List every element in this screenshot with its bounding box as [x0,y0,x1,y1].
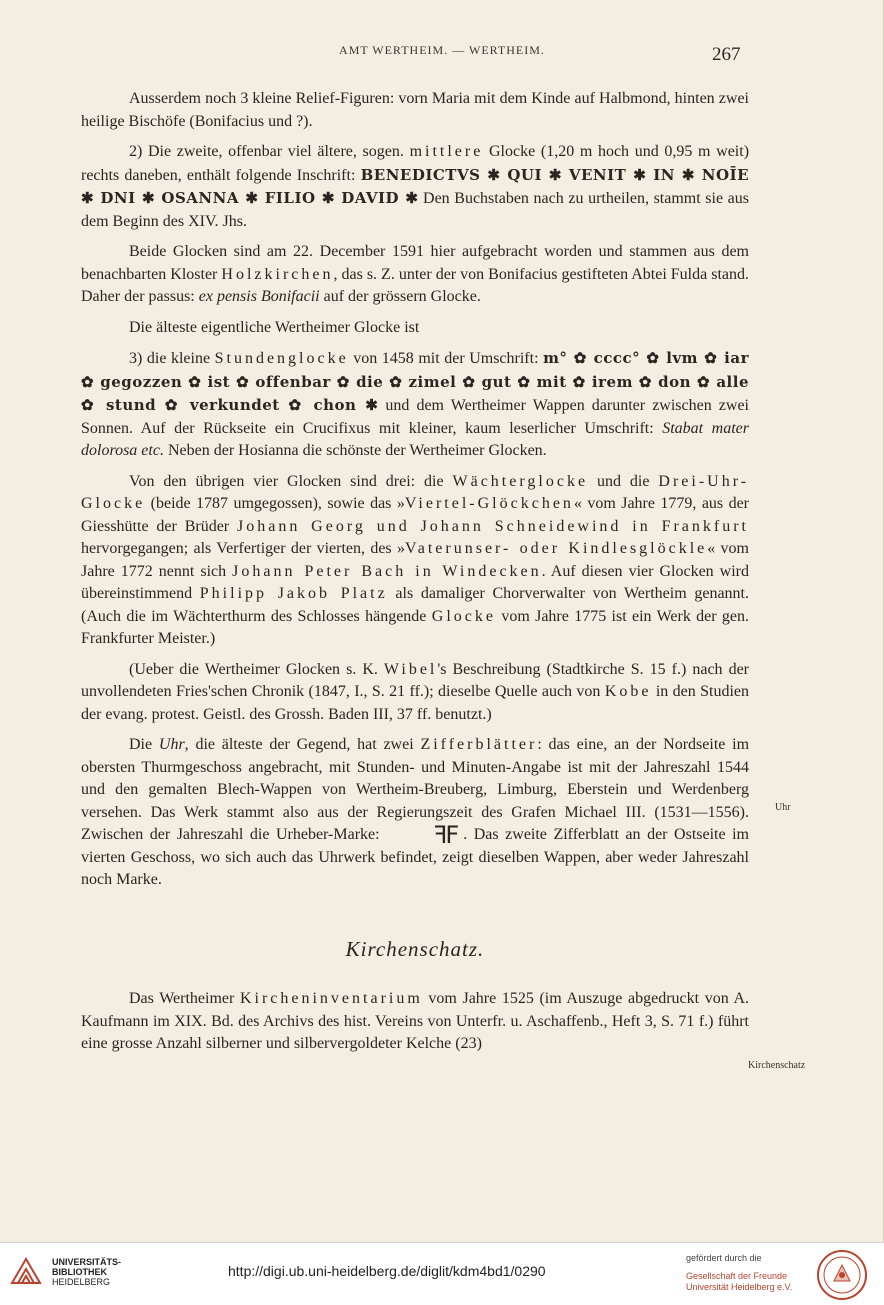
body-text [81,88,749,1056]
inscription-text: m° ✿ cccc° ✿ lvm ✿ iar ✿ gegozzen ✿ ist ✿ offenbar ✿ die ✿ zimel ✿ gut ✿ mit ✿ irem ✿ don ✿ alle ✿ stund ✿ verkundet ✿ chon ✱ [81,349,750,414]
permalink-url[interactable]: http://digi.ub.uni-heidelberg.de/diglit/kdm4bd1/0290 [228,1263,546,1279]
university-seal-icon [816,1249,868,1301]
paragraph-other-bells: Von den übrigen vier Glocken sind drei: die Wächterglocke und die Drei-Uhr-Glocke (beide 1787 umgegossen), sowie das »Viertel-Glöckchen« vom Jahre 1779, aus der Giesshütte der Brüder Johann Georg und Johann Schneidewind in Frankfurt hervorgegangen; als Verfertiger der vierten, des »Vaterunser- oder Kindlesglöckle« vom Jahre 1772 nennt sich Johann Peter Bach in Windecken. Auf diesen vier Glocken wird übereinstimmend Philipp Jakob Platz als damaliger Chorverwalter von Wertheim genannt. (Auch die im Wächterthurm des Schlosses hängende Glocke vom Jahre 1775 ist ein Werk der gen. Frankfurter Meister.) [81,472,750,647]
page-number: 267 [712,44,741,65]
society-name: Gesellschaft der Freunde Universität Heidelberg e.V. [686,1271,793,1292]
inscription-text: BENEDICTVS ✱ QUI ✱ VENIT ✱ IN ✱ NOĪE ✱ DNI ✱ OSANNA ✱ FILIO ✱ DAVID ✱ [81,165,750,207]
footer-bar [0,1242,884,1305]
paragraph-church-inventory: Das Wertheimer Kircheninventarium vom Jahre 1525 (im Auszuge abgedruckt von A. Kaufmann im XIX. Bd. des Archivs des hist. Vereins von Unterfr. u. Aschaffenb., Heft 3, S. 71 f.) führt eine grosse Anzahl silberner und silbervergoldeter Kelche (23) [81,990,750,1052]
margin-note-uhr: Uhr [775,802,791,813]
running-head: AMT WERTHEIM. — WERTHEIM. [339,43,545,57]
paragraph-oldest-bell: Die älteste eigentliche Wertheimer Glocke ist [129,318,420,336]
paragraph-second-bell: 2) Die zweite, offenbar viel ältere, sogen. mittlere Glocke (1,20 m hoch und 0,95 m weit) rechts daneben, enthält folgende Inschrift: BENEDICTVS ✱ QUI ✱ VENIT ✱ IN ✱ NOĪE ✱ DNI ✱ OSANNA ✱ FILIO ✱ DAVID ✱ Den Buchstaben nach zu urtheilen, stammt sie aus dem Beginn des XIV. Jhs. [81,143,750,230]
paragraph-clock: Die Uhr, die älteste der Gegend, hat zwei Zifferblätter: das eine, an der Nordseite im obersten Thurmgeschoss angebracht, mit Stunden- und Minuten-Angabe ist mit der Jahreszahl 1544 und den gemalten Blech-Wappen von Wertheim-Breuberg, Limburg, Eberstein und Werdenberg versehen. Das Werk stammt also aus der Regierungszeit des Grafen Michael III. (1531—1556). Zwischen der Jahreszahl die Urheber-Marke: ꟻF . Das zweite Zifferblatt an der Ostseite im vierten Geschoss, wo sich auch das Uhrwerk befindet, zeigt dieselben Wappen, aber weder Jahreszahl noch Marke. [81,736,750,888]
paragraph-relief-figures: Ausserdem noch 3 kleine Relief-Figuren: vorn Maria mit dem Kinde auf Halbmond, hinten zwei heilige Bischöfe (Bonifacius und ?). [81,90,749,130]
margin-note-kirchenschatz: Kirchenschatz [748,1060,806,1071]
section-title: Kirchenschatz. [345,936,485,961]
funded-by-label: gefördert durch die [686,1253,762,1263]
paragraph-bell-sources: (Ueber die Wertheimer Glocken s. K. Wibel's Beschreibung (Stadtkirche S. 15 f.) nach der unvollendeten Fries'schen Chronik (1847, I., S. 21 ff.); dieselbe Quelle auch von Kobe in den Studien der evang. protest. Geistl. des Grossh. Baden III, 37 ff. benutzt.) [81,660,750,723]
maker-mark-icon: ꟻF [433,821,458,849]
library-logo-icon [10,1255,44,1289]
paragraph-bells-origin: Beide Glocken sind am 22. December 1591 hier aufgebracht worden und stammen aus dem benachbarten Kloster Holzkirchen, das s. Z. unter der von Bonifacius gestifteten Abtei Fulda stand. Daher der passus: ex pensis Bonifacii auf der grössern Glocke. [81,243,750,305]
paragraph-hour-bell: 3) die kleine Stundenglocke von 1458 mit der Umschrift: m° ✿ cccc° ✿ lvm ✿ iar ✿ gegozzen ✿ ist ✿ offenbar ✿ die ✿ zimel ✿ gut ✿ mit ✿ irem ✿ don ✿ alle ✿ stund ✿ verkundet ✿ chon ✱ und dem Wertheimer Wappen darunter zwischen zwei Sonnen. Auf der Rückseite ein Crucifixus mit kleiner, kaum leserlicher Umschrift: Stabat mater dolorosa etc. Neben der Hosianna die schönste der Wertheimer Glocken. [81,349,750,459]
library-name: UNIVERSITÄTS- BIBLIOTHEK HEIDELBERG [52,1257,122,1287]
